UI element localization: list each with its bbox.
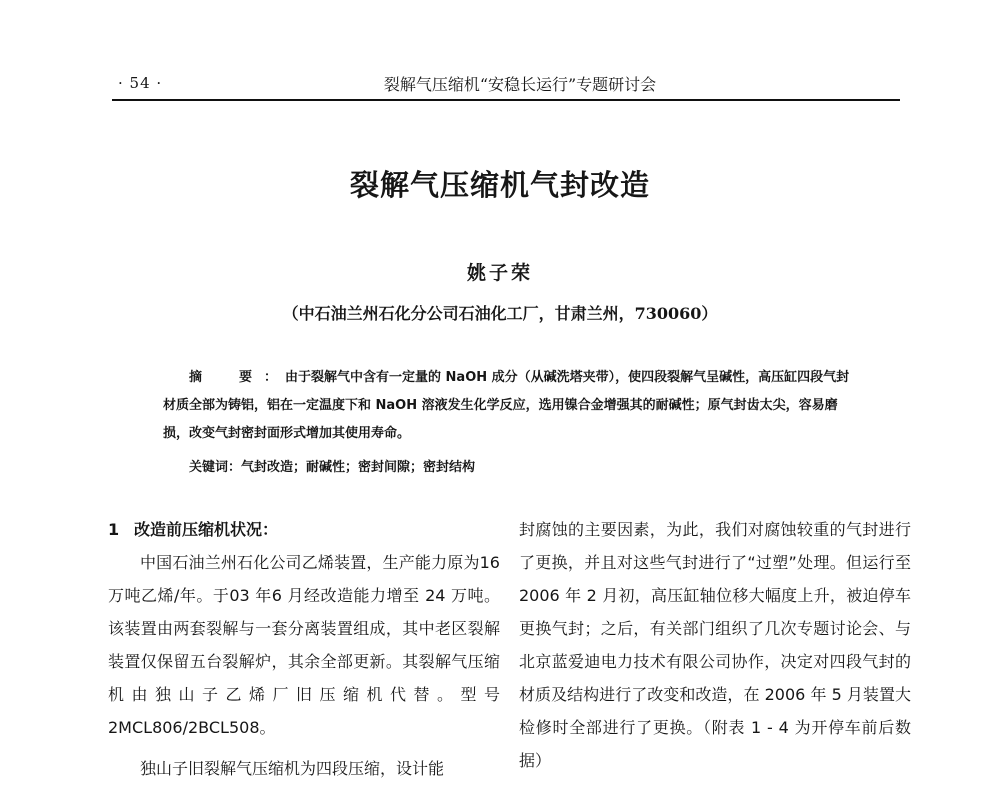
page-number: · 54 ·	[118, 74, 163, 92]
keywords-label: 关键词：	[189, 460, 242, 475]
running-title: 裂解气压缩机“安稳长运行”专题研讨会	[383, 75, 657, 94]
keywords	[189, 456, 859, 475]
author: 姚子荣	[466, 262, 533, 284]
abstract	[163, 364, 859, 448]
affiliation: （中石油兰州石化分公司石油化工厂，甘肃兰州，730060）	[282, 304, 718, 323]
body-paragraph: 封腐蚀的主要因素，为此，我们对腐蚀较重的气封进行了更换，并且对这些气封进行了“过塑”处理。但运行至 2006 年 2 月初，高压缸轴位移大幅度上升，被迫停车更换气封；之后，有关部门组织了几次专题讨论会、与北京蓝爱迪电力技术有限公司协作，决定对四段气封的材质及结构进行了改变和改造，在 2006 年 5 月装置大检修时全部进行了更换。（附表 1 - 4 为开停车前后数据）	[519, 520, 911, 770]
header-rule	[112, 99, 900, 101]
section-heading	[108, 513, 500, 546]
keywords-text: 气封改造；耐碱性；密封间隙；密封结构	[241, 460, 476, 475]
article-title: 裂解气压缩机气封改造	[349, 168, 650, 202]
abstract-text: 由于裂解气中含有一定量的 NaOH 成分（从碱洗塔夹带），使四段裂解气呈碱性，高压缸四段气封材质全部为铸铝，铝在一定温度下和 NaOH 溶液发生化学反应，选用镍合金增强其的耐碱性；原气封齿太尖，容易磨损，改变气封密封面形式增加其使用寿命。	[163, 370, 850, 441]
section-title: 改造前压缩机状况：	[134, 520, 279, 539]
section-number: 1	[108, 520, 120, 539]
body-paragraph: 中国石油兰州石化公司乙烯装置，生产能力原为16 万吨乙烯/年。于03 年6 月经改造能力增至 24 万吨。该装置由两套裂解与一套分离装置组成，其中老区裂解装置仅保留五台裂解炉，其余全部更新。其裂解气压缩机由独山子乙烯厂旧压缩机代替。型号 2MCL806/2BCL508。	[108, 553, 500, 737]
body-paragraph: 独山子旧裂解气压缩机为四段压缩，设计能	[140, 759, 445, 778]
left-column	[108, 513, 500, 785]
right-column	[519, 513, 911, 777]
abstract-label: 摘 要：	[189, 370, 290, 385]
